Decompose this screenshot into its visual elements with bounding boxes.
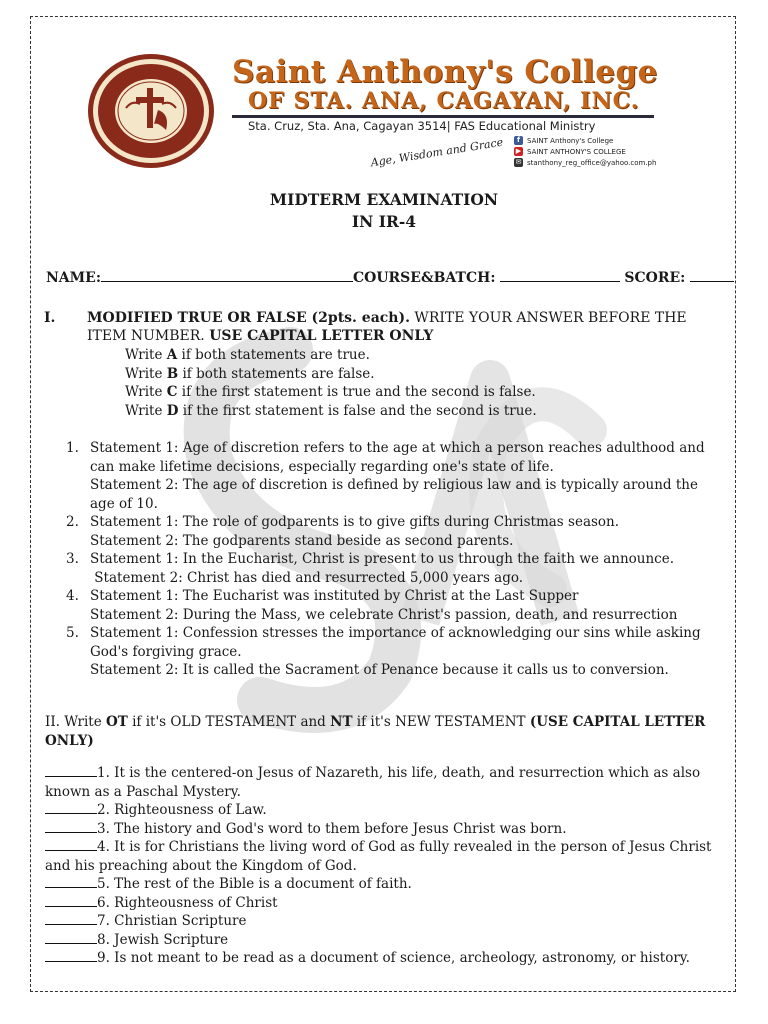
answer-blank[interactable]: [45, 832, 97, 833]
rule-line: Write D if the first statement is false and the second is true.: [125, 402, 537, 419]
rule-line: Write B if both statements are false.: [125, 365, 375, 382]
student-info-line: [46, 270, 734, 286]
rule-line: Write A if both statements are true.: [125, 347, 370, 363]
rule-line: Write C if the first statement is true and the second is false.: [125, 384, 536, 400]
college-location: OF STA. ANA, CAGAYAN, INC.: [248, 88, 640, 114]
answer-blank[interactable]: [45, 850, 97, 851]
answer-blank[interactable]: [45, 961, 97, 962]
mail-icon: ✉: [515, 158, 522, 166]
question-item: 5. The rest of the Bible is a document of faith.: [45, 875, 725, 894]
section-2-items: [45, 764, 725, 968]
exam-title: MIDTERM EXAMINATION: [269, 190, 499, 209]
answer-blank[interactable]: [45, 924, 97, 925]
question-item: 1. It is the centered-on Jesus of Nazareth, his life, death, and resurrection which as also known as a Paschal Mystery.: [45, 765, 701, 800]
answer-blank[interactable]: [45, 813, 97, 814]
question-item: 9. Is not meant to be read as a document of science, archeology, astronomy, or history.: [45, 949, 725, 968]
college-address: Sta. Cruz, Sta. Ana, Cagayan 3514| FAS Educational Ministry: [248, 119, 596, 133]
question-item: 1. Statement 1: Age of discretion refers to the age at which a person reaches adulthood and can make lifetime decisions, especially regarding one's state of life. Statement 2: The age of discretion is defined by religious law and is typically around the age of 10.: [66, 440, 705, 512]
question-item: 2. Righteousness of Law.: [45, 801, 725, 820]
contact-text: stanthony_reg_office@yahoo.com.ph: [527, 158, 657, 167]
question-item: 3. The history and God's word to them before Jesus Christ was born.: [45, 820, 725, 839]
section-1-items: [66, 439, 726, 680]
question-item: 8. Jewish Scripture: [45, 931, 725, 950]
question-item: 2. Statement 1: The role of godparents is to give gifts during Christmas season. Statement 2: The godparents stand beside as second parents.: [66, 514, 620, 549]
question-item: 7. Christian Scripture: [45, 912, 725, 931]
section-1-header: [44, 309, 704, 345]
answer-blank[interactable]: [45, 943, 97, 944]
course-field[interactable]: [500, 280, 620, 282]
answer-blank[interactable]: [45, 776, 97, 777]
section-number: I.: [44, 310, 56, 326]
name-field[interactable]: [101, 280, 353, 282]
section-instruction-bold: USE CAPITAL LETTER ONLY: [209, 328, 434, 344]
section-2-header: II. Write OT if it's OLD TESTAMENT and NT if it's NEW TESTAMENT (USE CAPITAL LETTER ONLY): [45, 714, 706, 749]
youtube-icon: ▶: [515, 147, 522, 155]
answer-blank[interactable]: [45, 887, 97, 888]
header-divider: [232, 115, 654, 118]
college-name: Saint Anthony's College: [232, 54, 658, 90]
answer-blank[interactable]: [45, 906, 97, 907]
question-item: 4. It is for Christians the living word of God as fully revealed in the person of Jesus Christ and his preaching about the Kingdom of God.: [45, 839, 712, 874]
name-label: NAME:: [46, 270, 101, 286]
question-item: 6. Righteousness of Christ: [45, 894, 725, 913]
contact-text: SAINT ANTHONY'S COLLEGE: [527, 147, 626, 156]
college-motto: Age, Wisdom and Grace: [369, 135, 505, 170]
score-label: SCORE:: [624, 270, 686, 286]
section-instruction: WRITE YOUR ANSWER BEFORE THE ITEM NUMBER.: [87, 310, 687, 344]
question-item: 5. Statement 1: Confession stresses the importance of acknowledging our sins while asking God's forgiving grace. Statement 2: It is called the Sacrament of Penance because it calls us to conversion.: [66, 625, 701, 678]
question-item: 4. Statement 1: The Eucharist was instituted by Christ at the Last Supper Statement 2: During the Mass, we celebrate Christ's passion, death, and resurrection: [66, 588, 678, 623]
answer-key-rules: [125, 346, 537, 420]
facebook-icon: f: [514, 136, 523, 145]
contact-facebook: [514, 136, 613, 145]
contact-text: SAINT Anthony's College: [527, 136, 614, 145]
score-field[interactable]: [690, 280, 734, 282]
course-label: COURSE&BATCH:: [353, 270, 496, 286]
section-title: MODIFIED TRUE OR FALSE (2pts. each).: [87, 310, 410, 326]
college-seal-icon: [86, 52, 216, 170]
question-item: 3. Statement 1: In the Eucharist, Christ is present to us through the faith we announce. Statement 2: Christ has died and resurrected 5,000 years ago.: [66, 551, 675, 586]
contact-youtube: [514, 147, 626, 156]
contact-email: [514, 158, 656, 167]
exam-subject: IN IR-4: [351, 212, 417, 231]
